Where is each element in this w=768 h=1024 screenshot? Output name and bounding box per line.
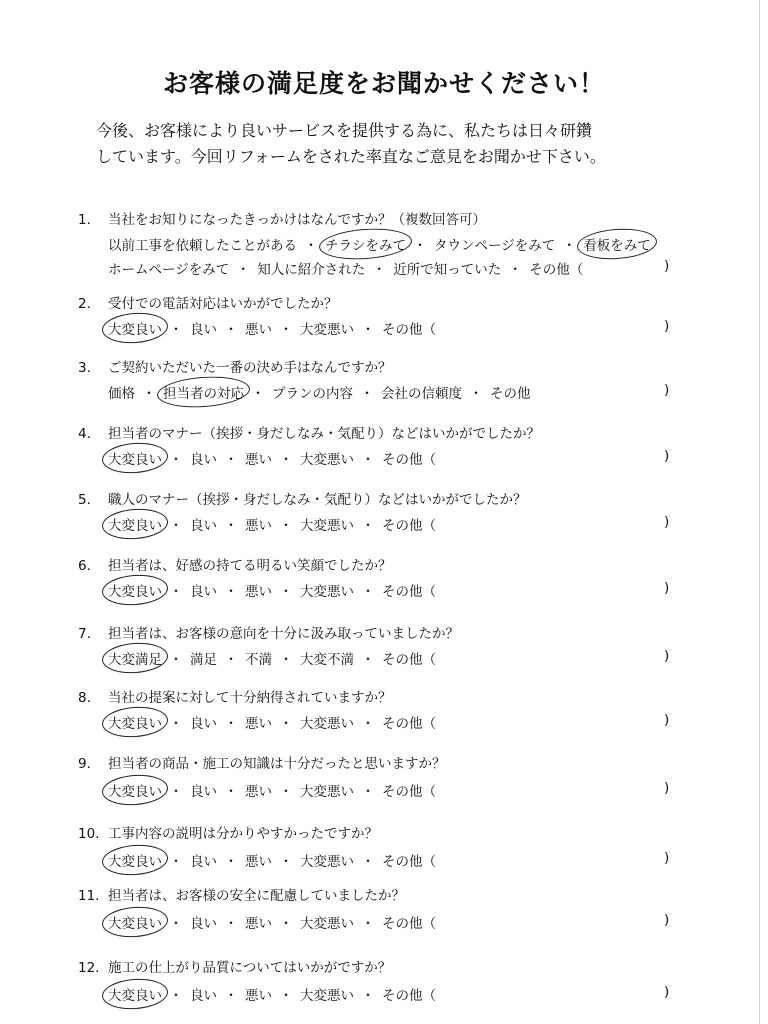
separator: ・ (169, 784, 183, 800)
option-very-bad[interactable]: 大変悪い (300, 988, 354, 1004)
separator: ・ (361, 322, 375, 338)
option-very-good[interactable]: 大変良い (108, 780, 162, 800)
option-very-bad[interactable]: 大変悪い (300, 452, 354, 468)
separator: ・ (279, 716, 293, 732)
separator: ・ (224, 916, 238, 932)
separator: ・ (361, 716, 375, 732)
separator: ・ (169, 322, 183, 338)
separator: ・ (279, 518, 293, 534)
question-9 (78, 752, 446, 772)
intro-line-2: しています。今回リフォームをされた率直なご意見をお聞かせ下さい。 (96, 147, 606, 166)
question-text: 担当者は、お客様の意向を十分に汲み取っていましたか？ (108, 626, 459, 642)
option-bad[interactable]: 悪い (245, 452, 272, 468)
intro-line-1: 今後、お客様により良いサービスを提供する為に、私たちは日々研鑽 (96, 121, 593, 140)
option-good[interactable]: 良い (190, 518, 217, 534)
question-2-options (108, 318, 436, 338)
option-other[interactable]: その他（ (382, 854, 436, 870)
separator: ・ (224, 652, 238, 668)
separator: ・ (169, 988, 183, 1004)
close-paren: ) (664, 912, 670, 928)
separator: ・ (508, 262, 522, 278)
option-bad[interactable]: 悪い (245, 854, 272, 870)
separator: ・ (224, 854, 238, 870)
option-other[interactable]: その他（ (529, 262, 584, 278)
close-paren: ) (664, 258, 670, 274)
option-very-good[interactable]: 大変良い (108, 712, 162, 732)
option-very-bad[interactable]: 大変悪い (300, 854, 354, 870)
question-8 (78, 686, 392, 706)
close-paren: ) (664, 580, 670, 596)
separator: ・ (224, 784, 238, 800)
question-number: 9. (78, 756, 91, 772)
option-bad[interactable]: 悪い (245, 916, 272, 932)
option-satisfied[interactable]: 満足 (190, 652, 217, 668)
option-very-good[interactable]: 大変良い (108, 514, 162, 534)
question-number: 12. (78, 960, 100, 976)
scan-edge-line (759, 0, 760, 1024)
option-other[interactable]: その他（ (382, 988, 436, 1004)
separator: ・ (169, 652, 183, 668)
question-number: 6. (78, 558, 91, 574)
question-12-options (108, 984, 436, 1004)
question-1 (78, 208, 486, 228)
separator: ・ (169, 916, 183, 932)
question-6 (78, 554, 392, 574)
separator: ・ (169, 854, 183, 870)
question-text: 担当者のマナー（挨拶・身だしなみ・気配り）などはいかがでしたか？ (108, 426, 540, 442)
separator: ・ (304, 238, 318, 254)
option-other[interactable]: その他（ (382, 452, 436, 468)
separator: ・ (279, 584, 293, 600)
question-11 (78, 884, 405, 904)
option-very-good[interactable]: 大変良い (108, 318, 162, 338)
question-7 (78, 622, 459, 642)
option-very-bad[interactable]: 大変悪い (300, 716, 354, 732)
question-11-options (108, 912, 436, 932)
separator: ・ (224, 716, 238, 732)
separator: ・ (361, 652, 375, 668)
option-other[interactable]: その他（ (382, 784, 436, 800)
close-paren: ) (664, 318, 670, 334)
option-very-good[interactable]: 大変良い (108, 912, 162, 932)
question-number: 10. (78, 826, 100, 842)
separator: ・ (251, 386, 265, 402)
option-other[interactable]: その他（ (382, 916, 436, 932)
close-paren: ) (664, 514, 670, 530)
separator: ・ (169, 716, 183, 732)
separator: ・ (236, 262, 250, 278)
option-good[interactable]: 良い (190, 322, 217, 338)
separator: ・ (279, 322, 293, 338)
option-very-dissatisfied[interactable]: 大変不満 (300, 652, 354, 668)
question-text: 担当者の商品・施工の知識は十分だったと思いますか？ (108, 756, 446, 772)
question-text: 職人のマナー（挨拶・身だしなみ・気配り）などはいかがでしたか？ (108, 492, 527, 508)
option-bad[interactable]: 悪い (245, 518, 272, 534)
option-good[interactable]: 良い (190, 452, 217, 468)
question-text: 施工の仕上がり品質についてはいかがですか？ (108, 960, 392, 976)
separator: ・ (360, 386, 374, 402)
question-5-options (108, 514, 436, 534)
option-bad[interactable]: 悪い (245, 584, 272, 600)
separator: ・ (372, 262, 386, 278)
separator: ・ (169, 584, 183, 600)
question-3-options (108, 382, 531, 402)
question-12 (78, 956, 391, 976)
question-text: 当社の提案に対して十分納得されていますか？ (108, 690, 392, 706)
separator: ・ (361, 784, 375, 800)
separator: ・ (361, 584, 375, 600)
question-1-options-row-1 (108, 234, 651, 254)
separator: ・ (279, 854, 293, 870)
close-paren: ) (664, 850, 670, 866)
option-very-good[interactable]: 大変良い (108, 580, 162, 600)
option-town-page[interactable]: タウンページをみて (434, 238, 556, 254)
option-other[interactable]: その他（ (382, 322, 436, 338)
separator: ・ (279, 652, 293, 668)
question-4-options (108, 448, 436, 468)
question-number: 1. (78, 212, 91, 228)
option-bad[interactable]: 悪い (245, 784, 272, 800)
option-referral[interactable]: 知人に紹介された (257, 262, 366, 278)
option-very-good[interactable]: 大変良い (108, 984, 162, 1004)
question-number: 3. (78, 360, 91, 376)
question-3 (78, 356, 392, 376)
option-very-bad[interactable]: 大変悪い (300, 916, 354, 932)
separator: ・ (361, 452, 375, 468)
separator: ・ (413, 238, 427, 254)
separator: ・ (224, 988, 238, 1004)
question-number: 2. (78, 296, 91, 312)
option-good[interactable]: 良い (190, 988, 217, 1004)
separator: ・ (224, 322, 238, 338)
option-good[interactable]: 良い (190, 584, 217, 600)
question-7-options (108, 648, 436, 668)
question-number: 11. (78, 888, 100, 904)
option-staff-response[interactable]: 担当者の対応 (163, 382, 244, 402)
question-text: 受付での電話対応はいかがでしたか？ (108, 296, 338, 312)
option-signboard[interactable]: 看板をみて (583, 234, 651, 254)
question-6-options (108, 580, 436, 600)
separator: ・ (279, 784, 293, 800)
separator: ・ (279, 452, 293, 468)
question-2 (78, 292, 338, 312)
question-8-options (108, 712, 436, 732)
question-text: 工事内容の説明は分かりやすかったですか？ (108, 826, 378, 842)
question-4 (78, 422, 540, 442)
separator: ・ (361, 854, 375, 870)
option-very-satisfied[interactable]: 大変満足 (108, 648, 162, 668)
option-plan-content[interactable]: プランの内容 (272, 386, 353, 402)
separator: ・ (469, 386, 483, 402)
separator: ・ (224, 584, 238, 600)
separator: ・ (224, 518, 238, 534)
question-text: 担当者は、好感の持てる明るい笑顔でしたか？ (108, 558, 392, 574)
option-other[interactable]: その他（ (382, 584, 436, 600)
option-other[interactable]: その他（ (382, 652, 436, 668)
option-very-bad[interactable]: 大変悪い (300, 322, 354, 338)
separator: ・ (361, 916, 375, 932)
separator: ・ (279, 916, 293, 932)
option-very-bad[interactable]: 大変悪い (300, 584, 354, 600)
close-paren: ) (664, 712, 670, 728)
option-bad[interactable]: 悪い (245, 988, 272, 1004)
question-number: 8. (78, 690, 91, 706)
option-homepage[interactable]: ホームページをみて (108, 262, 230, 278)
question-text: 当社をお知りになったきっかけはなんですか？（複数回答可） (108, 212, 486, 228)
option-company-trust[interactable]: 会社の信頼度 (381, 386, 462, 402)
close-paren: ) (664, 382, 670, 398)
option-good[interactable]: 良い (190, 784, 217, 800)
option-good[interactable]: 良い (190, 916, 217, 932)
separator: ・ (142, 386, 156, 402)
option-good[interactable]: 良い (190, 854, 217, 870)
option-good[interactable]: 良い (190, 716, 217, 732)
option-very-good[interactable]: 大変良い (108, 448, 162, 468)
question-text: 担当者は、お客様の安全に配慮していましたか？ (108, 888, 405, 904)
question-9-options (108, 780, 436, 800)
question-1-options-row-2 (108, 258, 583, 278)
question-number: 5. (78, 492, 91, 508)
separator: ・ (279, 988, 293, 1004)
close-paren: ) (664, 448, 670, 464)
option-other[interactable]: その他（ (382, 716, 436, 732)
close-paren: ) (664, 648, 670, 664)
option-bad[interactable]: 悪い (245, 716, 272, 732)
option-price[interactable]: 価格 (108, 386, 135, 402)
separator: ・ (169, 452, 183, 468)
option-very-bad[interactable]: 大変悪い (300, 518, 354, 534)
separator: ・ (169, 518, 183, 534)
option-very-good[interactable]: 大変良い (108, 850, 162, 870)
question-10-options (108, 850, 436, 870)
option-flyer[interactable]: チラシをみて (325, 234, 406, 254)
option-previous-work[interactable]: 以前工事を依頼したことがある (108, 238, 297, 254)
question-text: ご契約いただいた一番の決め手はなんですか？ (108, 360, 392, 376)
question-number: 4. (78, 426, 91, 442)
separator: ・ (562, 238, 576, 254)
close-paren: ) (664, 780, 670, 796)
separator: ・ (361, 518, 375, 534)
option-other[interactable]: その他 (490, 386, 531, 402)
close-paren: ) (664, 984, 670, 1000)
question-5 (78, 488, 527, 508)
option-bad[interactable]: 悪い (245, 322, 272, 338)
page-title: お客様の満足度をお聞かせください！ (162, 69, 605, 98)
question-10 (78, 822, 378, 842)
question-number: 7. (78, 626, 91, 642)
option-other[interactable]: その他（ (382, 518, 436, 534)
option-very-bad[interactable]: 大変悪い (300, 784, 354, 800)
option-nearby[interactable]: 近所で知っていた (393, 262, 502, 278)
separator: ・ (361, 988, 375, 1004)
separator: ・ (224, 452, 238, 468)
option-dissatisfied[interactable]: 不満 (245, 652, 272, 668)
